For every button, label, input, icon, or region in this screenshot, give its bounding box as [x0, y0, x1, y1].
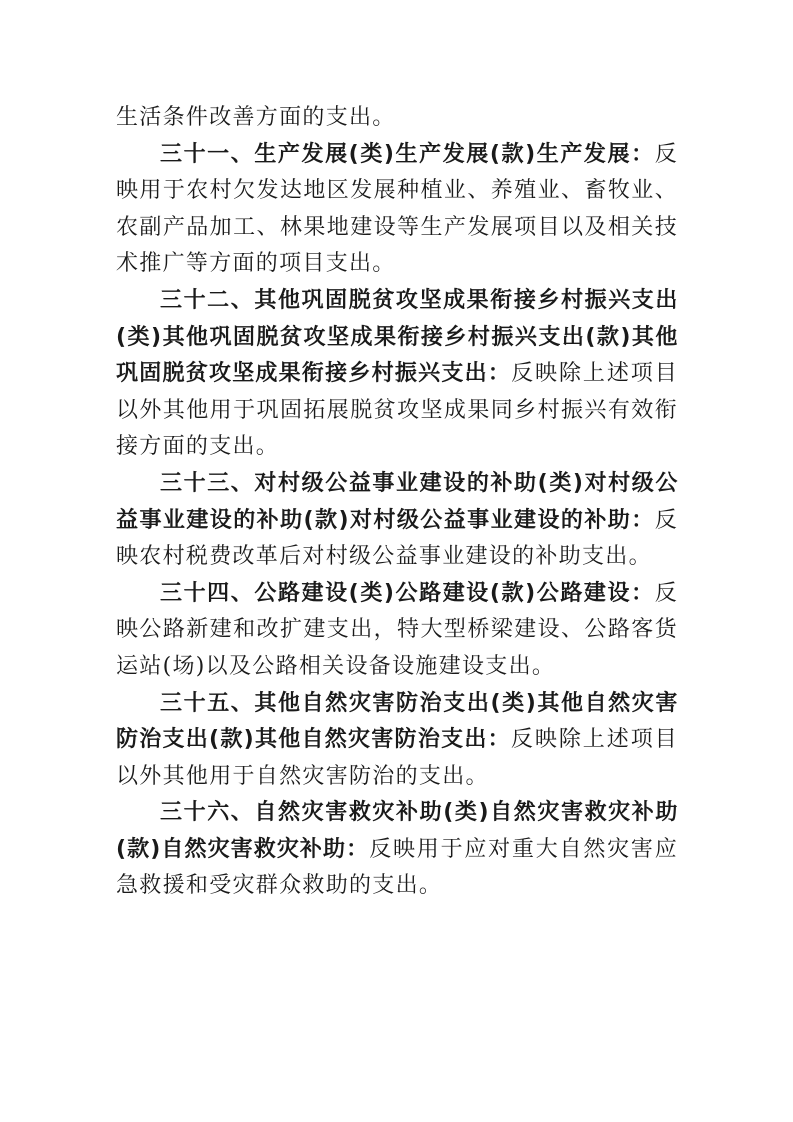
paragraph-text: 反映农村税费改革后对村级公益事业建设的补助支出。: [116, 507, 678, 570]
paragraph-item-35: [116, 686, 678, 796]
paragraph-item-31: [116, 137, 678, 283]
paragraph-text: 反映除上述项目以外其他用于巩固拓展脱贫攻坚成果同乡村振兴有效衔接方面的支出。: [116, 361, 678, 460]
paragraph-continuation: [116, 100, 678, 137]
paragraph-text: 反映用于农村欠发达地区发展种植业、养殖业、畜牧业、农副产品加工、林果地建设等生产发展项目以及相关技术推广等方面的项目支出。: [116, 141, 678, 277]
paragraph-heading: 三十五、其他自然灾害防治支出(类)其他自然灾害防治支出(款)其他自然灾害防治支出：: [116, 690, 678, 753]
document-body: [116, 100, 678, 905]
paragraph-text: 反映用于应对重大自然灾害应急救援和受灾群众救助的支出。: [116, 836, 678, 899]
paragraph-heading: 三十六、自然灾害救灾补助(类)自然灾害救灾补助(款)自然灾害救灾补助：: [116, 800, 678, 862]
paragraph-heading: 三十二、其他巩固脱贫攻坚成果衔接乡村振兴支出(类)其他巩固脱贫攻坚成果衔接乡村振兴支出(款)其他巩固脱贫攻坚成果衔接乡村振兴支出：: [116, 287, 678, 387]
paragraph-heading: 三十三、对村级公益事业建设的补助(类)对村级公益事业建设的补助(款)对村级公益事业建设的补助：: [116, 470, 678, 533]
paragraph-item-33: [116, 466, 678, 576]
paragraph-text: 反映公路新建和改扩建支出，特大型桥梁建设、公路客货运站(场)以及公路相关设备设施建设支出。: [116, 580, 678, 679]
paragraph-text: 生活条件改善方面的支出。: [116, 105, 396, 130]
paragraph-item-36: [116, 795, 678, 905]
paragraph-item-32: [116, 283, 678, 466]
paragraph-text: 反映除上述项目以外其他用于自然灾害防治的支出。: [116, 727, 678, 789]
paragraph-heading: 三十四、公路建设(类)公路建设(款)公路建设：: [160, 580, 655, 606]
paragraph-item-34: [116, 576, 678, 686]
paragraph-heading: 三十一、生产发展(类)生产发展(款)生产发展：: [160, 141, 655, 167]
